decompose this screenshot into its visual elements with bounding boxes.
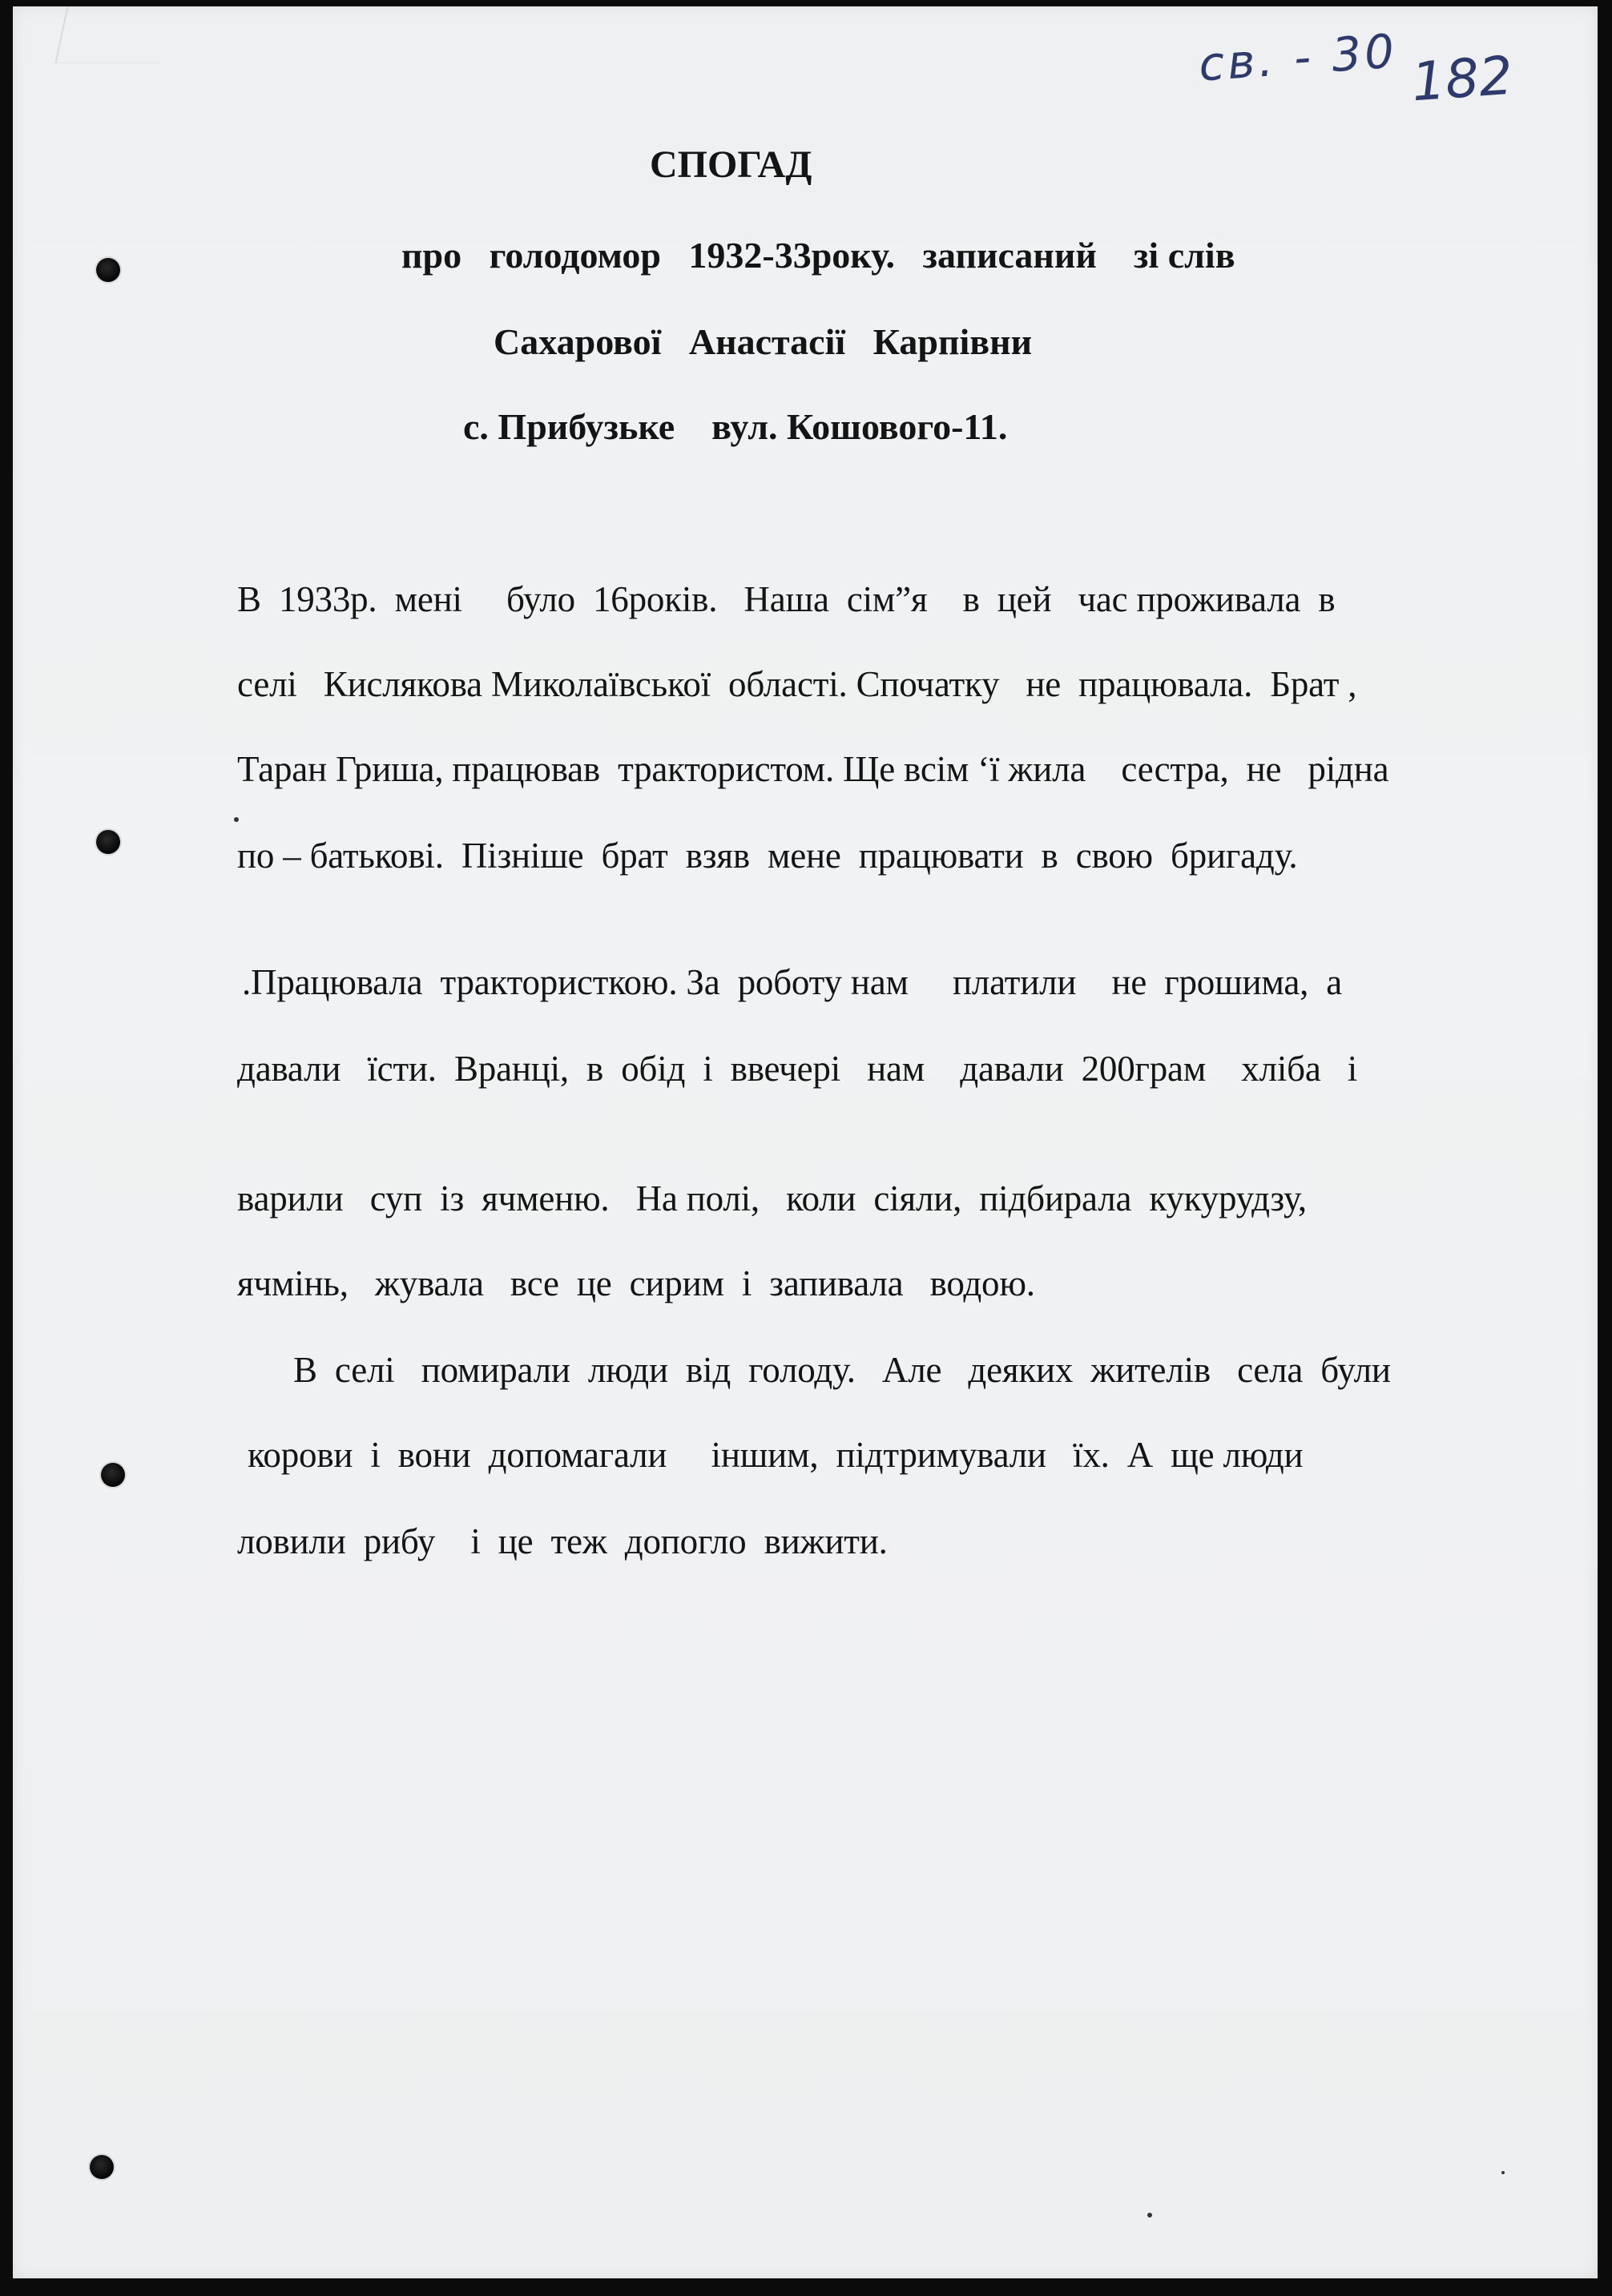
body-line-3: Таран Гриша, працював трактористом. Ще всім ‘ї жила сестра, не рідна — [237, 749, 1389, 789]
body-line-10: корови і вони допомагали іншим, підтримували їх. А ще люди — [239, 1435, 1304, 1475]
speck-mark — [1501, 2171, 1505, 2174]
body-line-9: В селі помирали люди від голоду. Але деяких жителів села були — [293, 1350, 1391, 1390]
body-line-6: давали їсти. Вранці, в обід і ввечері нам давали 200грам хліба і — [237, 1049, 1358, 1089]
folio-number: 182 — [1409, 44, 1515, 114]
body-line-11: ловили рибу і це теж допогло вижити. — [237, 1521, 888, 1561]
subtitle-line-3: с. Прибузьке вул. Кошового-11. — [463, 406, 1008, 447]
body-line-2: селі Кислякова Миколаївської області. Спочатку не працювала. Брат , — [237, 664, 1357, 704]
body-line-5: .Працювала трактористкою. За роботу нам платили не грошима, а — [242, 962, 1343, 1002]
subtitle-line-1: про голодомор 1932-33року. записаний зі слів — [401, 235, 1235, 276]
paper-sheet — [13, 6, 1598, 2278]
speck-mark — [234, 817, 239, 822]
body-line-1: В 1933р. мені було 16років. Наша сім”я в цей час проживала в — [237, 579, 1336, 619]
subtitle-line-2: Сахарової Анастасії Карпівни — [494, 321, 1033, 362]
punch-hole-3 — [101, 1463, 125, 1487]
document-title: СПОГАД — [650, 143, 812, 186]
speck-mark — [1147, 2213, 1152, 2217]
body-line-8: ячмінь, жувала все це сирим і запивала водою. — [237, 1263, 1035, 1303]
body-line-7: варили суп із ячменю. На полі, коли сіяли, підбирала кукурудзу, — [237, 1178, 1307, 1218]
folded-corner — [54, 6, 172, 63]
punch-hole-4 — [90, 2155, 114, 2179]
archive-mark: св. - 30 — [1196, 23, 1400, 92]
body-line-4: по – батькові. Пізніше брат взяв мене працювати в свою бригаду. — [237, 836, 1298, 876]
punch-hole-1 — [96, 258, 120, 282]
punch-hole-2 — [96, 830, 120, 854]
